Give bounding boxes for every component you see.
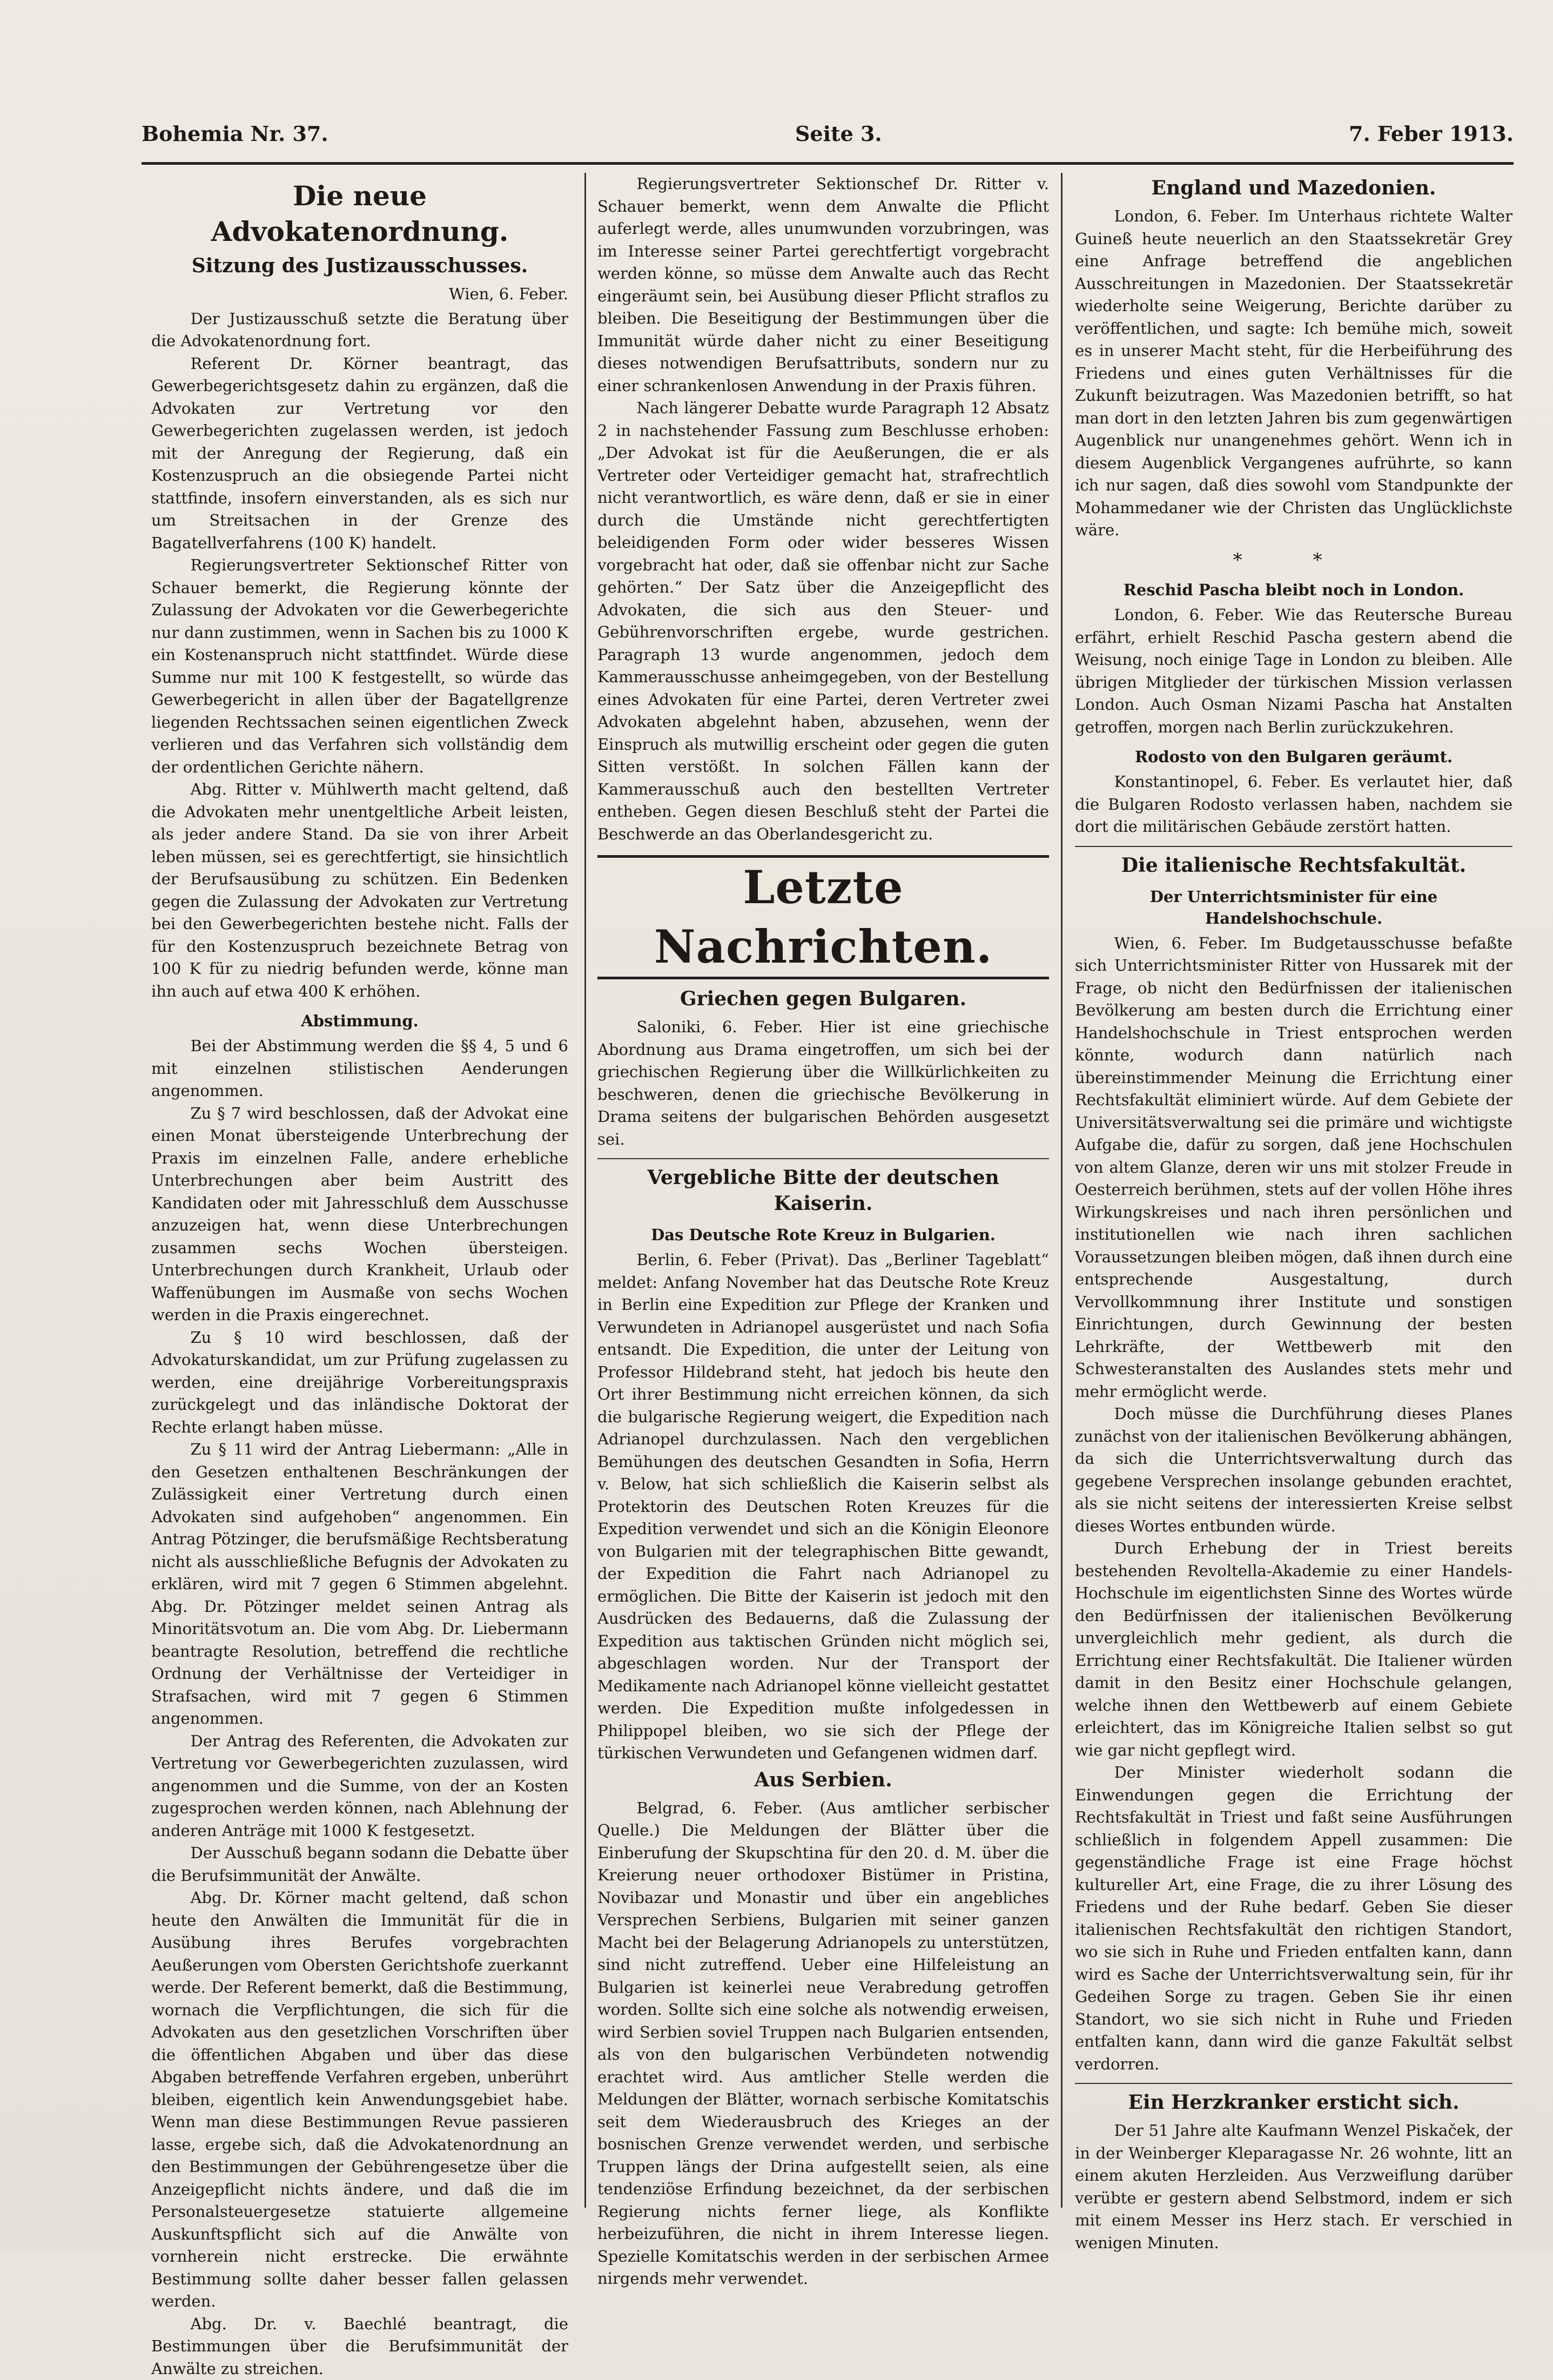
article-title: Aus Serbien. [597,1767,1049,1793]
paper-name: Bohemia Nr. 37. [142,122,328,146]
paragraph: Der 51 Jahre alte Kaufmann Wenzel Piskaček, der in der Weinberger Kleparagasse Nr. 26 wohnte, litt an einem akuten Herzleiden. Aus Verzweiflung darüber verübte er gestern abend Selbstmord, indem er sich mit einem Messer ins Herz stach. Er verschied in wenigen Minuten. [1075,2120,1512,2254]
column-divider [584,173,586,2208]
article-subtitle: Der Unterrichtsminister für eine Handelshochschule. [1075,886,1512,929]
section-banner: Letzte Nachrichten. [597,855,1049,979]
article-title: Reschid Pascha bleibt noch in London. [1075,579,1512,601]
paragraph: Der Minister wiederholt sodann die Einwendungen gegen die Errichtung der Rechtsfakultät in Triest und faßt seine Ausführungen schließlich in folgendem Appell zusammen: Die gegenständliche Frage ist eine Frage höchst kultureller Art, eine Frage, die zu ihrer Lösung des Friedens und der Ruhe bedarf. Geben Sie dieser italienischen Rechtsfakultät den richtigen Standort, wo sie sich in Ruhe und Frieden entfalten kann, dann wird es Sache der Unterrichtsverwaltung sein, für ihr Gedeihen Sorge zu tragen. Geben Sie ihr einen Standort, wo sie sich nicht in Ruhe und Frieden entfalten kann, dann wird die ganze Fakultät selbst verdorren. [1075,1762,1512,2075]
column-divider [1061,173,1063,2208]
separator-stars: * * [1075,549,1512,572]
paragraph: Der Ausschuß begann sodann die Debatte über die Berufsimmunität der Anwälte. [151,1842,568,1887]
masthead-rule [142,162,1514,165]
column-1 [151,173,568,2229]
paragraph: Zu § 7 wird beschlossen, daß der Advokat eine einen Monat übersteigende Unterbrechung der Praxis im einzelnen Falle, andere erhebliche Unterbrechungen aber beim Austritt des Kandidaten oder mit Jahresschluß dem Ausschusse anzuzeigen hat, wenn diese Unterbrechungen zusammen sechs Wochen übersteigen. Unterbrechungen durch Krankheit, Urlaub oder Waffenübungen im Ausmaße von sechs Wochen werden in die Praxis eingerechnet. [151,1102,568,1327]
article-divider [1075,846,1512,847]
paragraph: Zu § 11 wird der Antrag Liebermann: „Alle in den Gesetzen enthaltenen Beschränkungen der Zulässigkeit einer Vertretung durch einen Advokaten sind aufgehoben“ angenommen. Ein Antrag Pötzinger, die berufsmäßige Rechtsberatung nicht als ausschließliche Befugnis der Advokaten zu erklären, wird mit 7 gegen 6 Stimmen abgelehnt. Abg. Dr. Pötzinger meldet seinen Antrag als Minoritätsvotum an. Die vom Abg. Dr. Liebermann beantragte Resolution, betreffend die rechtliche Ordnung der Verhältnisse der Verteidiger in Strafsachen, wird mit 7 gegen 6 Stimmen angenommen. [151,1438,568,1730]
paragraph: Konstantinopel, 6. Feber. Es verlautet hier, daß die Bulgaren Rodosto verlassen haben, nachdem sie dort die militärischen Gebäude zerstört hatten. [1075,771,1512,838]
article-divider [597,1158,1049,1159]
article-subtitle: Das Deutsche Rote Kreuz in Bulgarien. [597,1224,1049,1246]
masthead [142,115,1514,152]
issue-date: 7. Feber 1913. [1349,122,1514,146]
column-3 [1075,173,1512,2229]
paragraph: Abg. Ritter v. Mühlwerth macht geltend, daß die Advokaten mehr unentgeltliche Arbeit leisten, als jeder andere Stand. Da sie von ihrer Arbeit leben müssen, sei es gerechtfertigt, sie hinsichtlich der Berufsausübung zu schützen. Ein Bedenken gegen die Zulassung der Advokaten zur Vertretung bei den Gewerbegerichten bestehe nicht. Falls der für den Kostenzuspruch bezeichnete Betrag von 100 K für zu niedrig befunden werde, könne man ihn auch auf etwa 400 K erhöhen. [151,778,568,1003]
paragraph: Abg. Dr. Körner macht geltend, daß schon heute den Anwälten die Immunität für die in Ausübung ihres Berufes vorgebrachten Aeußerungen vom Obersten Gerichtshofe zuerkannt werde. Der Referent bemerkt, daß die Bestimmung, wornach die Verpflichtungen, die sich für die Advokaten aus den gesetzlichen Vorschriften über die öffentlichen Abgaben und über das diese Abgaben betreffende Verfahren ergeben, unberührt bleiben, eigentlich kein Anwendungsgebiet habe. Wenn man diese Bestimmungen Revue passieren lasse, ergebe sich, daß die Advokatenordnung an den Bestimmungen der Gebührengesetze über die Anzeigepflicht nichts ändere, und daß die im Personalsteuergesetze statuierte allgemeine Auskunftspflicht sich auf die Anwälte von vornherein nicht erstrecke. Die erwähnte Bestimmung sollte daher besser fallen gelassen werden. [151,1887,568,2313]
paragraph: Der Justizausschuß setzte die Beratung über die Advokatenordnung fort. [151,308,568,353]
article-title: England und Mazedonien. [1075,175,1512,201]
article-divider [1075,2083,1512,2084]
paragraph: Saloniki, 6. Feber. Hier ist eine griechische Abordnung aus Drama eingetroffen, um sich bei der griechischen Regierung über die Willkürlichkeiten zu beschweren, denen die griechische Bevölkerung in Drama seitens der bulgarischen Behörden ausgesetzt sei. [597,1016,1049,1151]
column-2 [597,173,1049,2229]
paragraph: Regierungsvertreter Sektionschef Dr. Ritter v. Schauer bemerkt, wenn dem Anwalte die Pflicht auferlegt werde, alles unumwunden vorzubringen, was im Interesse seiner Partei gerechtfertigt vorgebracht werden könne, so müsse dem Anwalte auch das Recht eingeräumt sein, bei Ausübung dieser Pflicht straflos zu bleiben. Die Beseitigung der Bestimmungen über die Immunität würde daher nicht zu einer Beseitigung dieses notwendigen Berufsattributs, sondern nur zu einer schrankenlosen Anwendung in der Praxis führen. [597,173,1049,397]
article-title: Vergebliche Bitte der deutschen Kaiserin. [597,1165,1049,1216]
paragraph: London, 6. Feber. Im Unterhaus richtete Walter Guineß heute neuerlich an den Staatssekretär Grey eine Anfrage betreffend die angeblichen Ausschreitungen in Mazedonien. Der Staatssekretär wiederholte seine Weigerung, Berichte darüber zu veröffentlichen, und sagte: Ich bemühe mich, soweit es in unserer Macht steht, für die Herbeiführung des Friedens und eines guten Verhältnisses für die Zukunft beizutragen. Was Mazedonien betrifft, so hat man dort in den letzten Jahren bis zum gegenwärtigen Augenblick nur unangenehmes gehört. Wenn ich in diesem Augenblick Vergangenes aufrührte, so kann ich nur sagen, daß dies sowohl vom Standpunkte der Mohammedaner wie der Christen das Unglücklichste wäre. [1075,205,1512,542]
paragraph: Belgrad, 6. Feber. (Aus amtlicher serbischer Quelle.) Die Meldungen der Blätter über die Einberufung der Skupschtina für den 20. d. M. über die Kreierung neuer orthodoxer Bistümer in Pristina, Novibazar und Monastir und über ein angebliches Versprechen Serbiens, Bulgarien mit seiner ganzen Macht bei der Belagerung Adrianopels zu unterstützen, sind nicht zutreffend. Ueber eine Hilfeleistung an Bulgarien ist keinerlei neue Verabredung getroffen worden. Sollte sich eine solche als notwendig erweisen, wird Serbien soviel Truppen nach Bulgarien entsenden, als von den bulgarischen Verbündeten notwendig erachtet wird. Aus amtlicher Stelle werden die Meldungen der Blätter, wornach serbische Komitatschis seit dem Wiederausbruch des Krieges an der bosnischen Grenze verwendet werden, und serbische Truppen längs der Drina aufgestellt seien, als eine tendenziöse Erfindung bezeichnet, da der serbischen Regierung nichts ferner liege, als Konflikte herbeizuführen, die nicht in ihrem Interesse liegen. Spezielle Komitatschis werden in der serbischen Armee nirgends mehr verwendet. [597,1797,1049,2290]
paragraph: Nach längerer Debatte wurde Paragraph 12 Absatz 2 in nachstehender Fassung zum Beschlusse erhoben: „Der Advokat ist für die Aeußerungen, die er als Vertreter oder Verteidiger gemacht hat, strafrechtlich nicht verantwortlich, es wäre denn, daß er sie in einer durch die Umstände nicht gerechtfertigten beleidigenden Form oder wider besseres Wissen vorgebracht hat oder, daß sie offenbar nicht zur Sache gehörten.“ Der Satz über die Anzeigepflicht des Advokaten, die sich aus den Steuer- und Gebührenvorschriften ergebe, wurde gestrichen. Paragraph 13 wurde angenommen, jedoch dem Kammerausschusse anheimgegeben, von der Bestellung eines Advokaten für eine Partei, deren Vertreter zwei Advokaten abgelehnt haben, abzusehen, wenn der Einspruch als mutwillig erscheint oder gegen die guten Sitten verstößt. In solchen Fällen kann der Kammerausschuß auch den bestellten Vertreter entheben. Gegen diesen Beschluß steht der Partei die Beschwerde an das Oberlandesgericht zu. [597,397,1049,845]
paragraph: Wien, 6. Feber. Im Budgetausschusse befaßte sich Unterrichtsminister Ritter von Hussarek mit der Frage, ob nicht den Bedürfnissen der italienischen Bevölkerung am besten durch die Errichtung einer Handelshochschule in Triest entsprochen werden könnte, wodurch dann natürlich nach übereinstimmender Meinung die Errichtung einer Rechtsfakultät eliminiert würde. Auf dem Gebiete der Universitätsverwaltung sei die primäre und wichtigste Aufgabe die, dafür zu sorgen, daß jene Hochschulen von altem Glanze, deren wir uns mit stolzer Freude in Oesterreich berühmen, stets auf der vollen Höhe ihres Wirkungskreises und nach ihren persönlichen und institutionellen wie nach ihren sachlichen Voraussetzungen bleiben mögen, daß ihnen durch eine entsprechende Ausgestaltung, durch Vervollkommnung ihrer Institute und sonstigen Einrichtungen, durch Gewinnung der besten Lehrkräfte, der Wettbewerb mit den Schwesteranstalten des Auslandes stets mehr und mehr ermöglicht werde. [1075,932,1512,1403]
paragraph: London, 6. Feber. Wie das Reutersche Bureau erfährt, erhielt Reschid Pascha gestern abend die Weisung, noch einige Tage in London zu bleiben. Alle übrigen Mitglieder der türkischen Mission verlassen London. Auch Osman Nizami Pascha hat Anstalten getroffen, morgen nach Berlin zurückzukehren. [1075,604,1512,738]
paragraph: Zu § 10 wird beschlossen, daß der Advokaturskandidat, um zur Prüfung zugelassen zu werden, eine dreijährige Vorbereitungspraxis zurückgelegt und das inländische Doktorat der Rechte erlangt haben müsse. [151,1327,568,1439]
paragraph: Abg. Dr. v. Baechlé beantragt, die Bestimmungen über die Berufsimmunität der Anwälte zu streichen. [151,2313,568,2380]
article-title: Ein Herzkranker ersticht sich. [1075,2089,1512,2115]
paragraph: Berlin, 6. Feber (Privat). Das „Berliner Tageblatt“ meldet: Anfang November hat das Deutsche Rote Kreuz in Berlin eine Expedition zur Pflege der Kranken und Verwundeten in Adrianopel ausgerüstet und nach Sofia entsandt. Die Expedition, die unter der Leitung von Professor Hildebrand steht, hat jedoch bis heute den Ort ihrer Bestimmung nicht erreichen können, da sich die bulgarische Regierung weigert, die Expedition nach Adrianopel durchzulassen. Nach den vergeblichen Bemühungen des deutschen Gesandten in Sofia, Herrn v. Below, hat sich schließlich die Kaiserin selbst als Protektorin des Deutschen Roten Kreuzes für die Expedition verwendet und sich an die Königin Eleonore von Bulgarien mit der telegraphischen Bitte gewandt, der Expedition die Fahrt nach Adrianopel zu ermöglichen. Die Bitte der Kaiserin ist jedoch mit den Ausdrücken des Bedauerns, daß die Zulassung der Expedition aus taktischen Gründen nicht möglich sei, abgeschlagen worden. Nur der Transport der Medikamente nach Adrianopel könne vielleicht gestattet werden. Die Expedition mußte infolgedessen in Philippopel bleiben, wo sie sich der Pflege der türkischen Verwundeten und Gefangenen widmen darf. [597,1249,1049,1765]
paragraph: Referent Dr. Körner beantragt, das Gewerbegerichtsgesetz dahin zu ergänzen, daß die Advokaten zur Vertretung vor den Gewerbegerichten zugelassen werden, ist jedoch mit der Anregung der Regierung, daß ein Kostenzuspruch an die obsiegende Partei nicht stattfinde, insofern einverstanden, als es sich nur um Streitsachen in der Grenze des Bagatellverfahrens (100 K) handelt. [151,353,568,555]
article-title: Die neue Advokatenordnung. [151,178,568,250]
paragraph: Regierungsvertreter Sektionschef Ritter von Schauer bemerkt, die Regierung könnte der Zulassung der Advokaten vor die Gewerbegerichte nur dann zustimmen, wenn in Sachen bis zu 1000 K ein Kostenanspruch nicht stattfindet. Würde diese Summe nur mit 100 K festgestellt, so würde das Gewerbegericht in allen über der Bagatellgrenze liegenden Rechtssachen seinen eigentlichen Zweck verlieren und das Verfahren sich vollständig dem der ordentlichen Gerichte nähern. [151,554,568,778]
article-subtitle: Sitzung des Justizausschusses. [151,253,568,279]
paragraph: Durch Erhebung der in Triest bereits bestehenden Revoltella-Akademie zu einer Handels-Hochschule im eigentlichsten Sinne des Wortes würde den Bedürfnissen der italienischen Bevölkerung unvergleichlich mehr gedient, als durch die Errichtung einer Rechtsfakultät. Die Italiener würden damit in den Besitz einer Hochschule gelangen, welche ihnen den Wettbewerb auf einem Gebiete erleichtert, das im Königreiche Italien selbst so gut wie gar nicht gepflegt wird. [1075,1537,1512,1762]
paragraph: Bei der Abstimmung werden die §§ 4, 5 und 6 mit einzelnen stilistischen Aenderungen angenommen. [151,1035,568,1102]
article-title: Rodosto von den Bulgaren geräumt. [1075,746,1512,768]
section-heading: Abstimmung. [151,1010,568,1032]
article-title: Griechen gegen Bulgaren. [597,986,1049,1012]
page-number: Seite 3. [795,122,882,146]
article-title: Die italienische Rechtsfakultät. [1075,852,1512,878]
paragraph: Doch müsse die Durchführung dieses Planes zunächst von der italienischen Bevölkerung abhängen, da sich die Unterrichtsverwaltung durch das gegebene Versprechen insolange gebunden erachtet, als sie nicht seitens der interessierten Kreise selbst dieses Wortes entbunden würde. [1075,1403,1512,1537]
dateline: Wien, 6. Feber. [151,283,568,306]
paragraph: Der Antrag des Referenten, die Advokaten zur Vertretung vor Gewerbegerichten zuzulassen, wird angenommen und die Summe, von der an Kosten zugesprochen werden können, nach Ablehnung der anderen Anträge mit 1000 K festgesetzt. [151,1730,568,1843]
